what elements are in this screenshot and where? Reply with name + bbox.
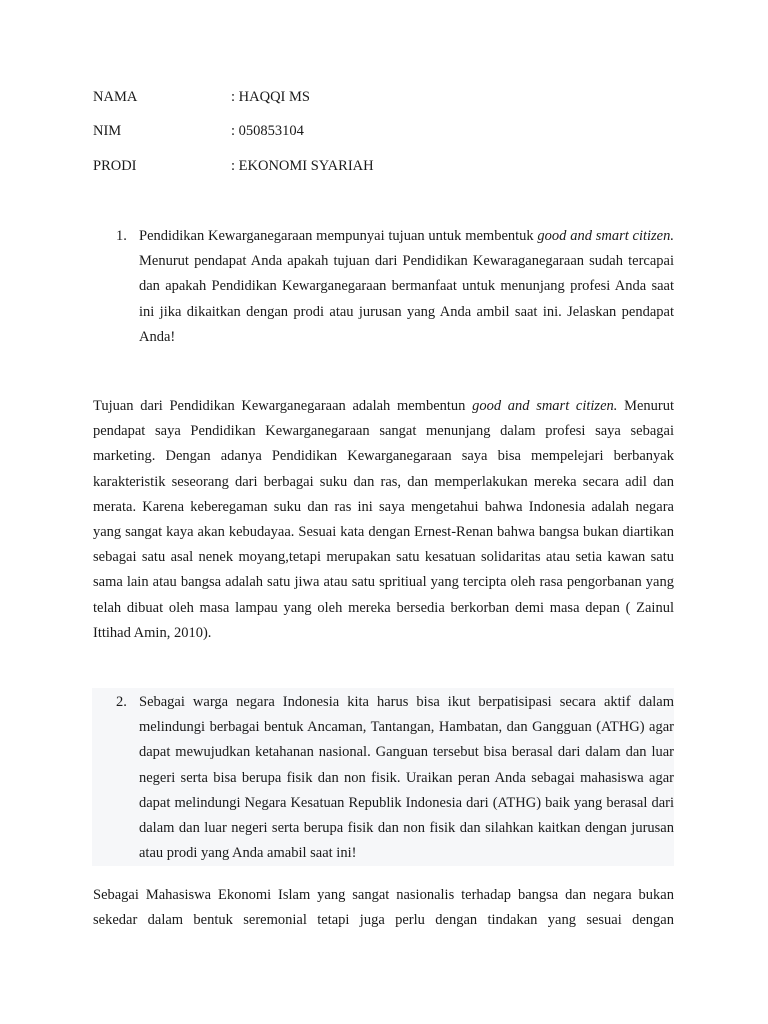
- question-1-text-b: Menurut pendapat Anda apakah tujuan dari Pendidikan Kewaraganegaraan sudah tercapai dan apakah Pendidikan Kewarganegaraan bermanfaat untuk menunjang profesi Anda saat ini jika dikaitkan dengan prodi atau jurusan yang Anda ambil saat ini. Jelaskan pendapat Anda!: [139, 253, 674, 345]
- question-2-text: Sebagai warga negara Indonesia kita harus bisa ikut berpatisipasi secara aktif dalam melindungi berbagai bentuk Ancaman, Tantangan, Hambatan, dan Gangguan (ATHG) agar dapat mewujudkan ketahanan nasional. Ganguan tersebut bisa berasal dari dalam dan luar negeri serta bisa berupa fisik dan non fisik. Uraikan peran Anda sebagai mahasiswa agar dapat melindungi Negara Kesatuan Republik Indonesia dari (ATHG) baik yang berasal dari dalam dan luar negeri serta berupa fisik dan non fisik dan silahkan kaitkan dengan jurusan atau prodi yang Anda amabil saat ini!: [139, 694, 674, 862]
- answer-1-italic: good and smart citizen.: [472, 398, 618, 414]
- nim-label: NIM: [93, 123, 122, 139]
- question-1: [116, 224, 674, 350]
- nim-value: : 050853104: [231, 123, 304, 139]
- nama-label: NAMA: [93, 89, 138, 105]
- answer-1: [93, 394, 674, 646]
- question-1-text-a: Pendidikan Kewarganegaraan mempunyai tujuan untuk membentuk: [139, 228, 538, 244]
- prodi-label: PRODI: [93, 158, 137, 174]
- question-2-number: 2.: [116, 694, 127, 710]
- answer-1-text-a: Tujuan dari Pendidikan Kewarganegaraan adalah membentun: [93, 398, 473, 414]
- prodi-value: : EKONOMI SYARIAH: [231, 158, 374, 174]
- question-1-number: 1.: [116, 228, 127, 244]
- answer-1-text-b: Menurut pendapat saya Pendidikan Kewarganegaraan sangat menunjang dalam profesi saya sebagai marketing. Dengan adanya Pendidikan Kewarganegaraan saya bisa mempelejari berbanyak karakteristik seseorang dari berbagai suku dan ras, dan memperlakukan mereka secara adil dan merata. Karena keberegaman suku dan ras ini saya mengetahui bahwa Indonesia adalah negara yang sangat kaya akan kebudayaa. Sesuai kata dengan Ernest-Renan bahwa bangsa bukan diartikan sebagai satu asal nenek moyang,tetapi merupakan satu kesatuan solidaritas atau setia kawan satu sama lain atau bangsa adalah satu jiwa atau satu spritiual yang tercipta oleh rasa pengorbanan yang telah dibuat oleh masa lampau yang oleh mereka bersedia berkorban demi masa depan ( Zainul Ittihad Amin, 2010).: [93, 398, 675, 641]
- answer-2: Sebagai Mahasiswa Ekonomi Islam yang sangat nasionalis terhadap bangsa dan negara bukan sekedar dalam bentuk seremonial tetapi juga perlu dengan tindakan yang sesuai dengan: [93, 887, 674, 929]
- nama-value: : HAQQI MS: [231, 89, 310, 105]
- question-1-italic: good and smart citizen.: [537, 228, 674, 244]
- question-1-text: [139, 224, 674, 350]
- question-2: [116, 690, 674, 866]
